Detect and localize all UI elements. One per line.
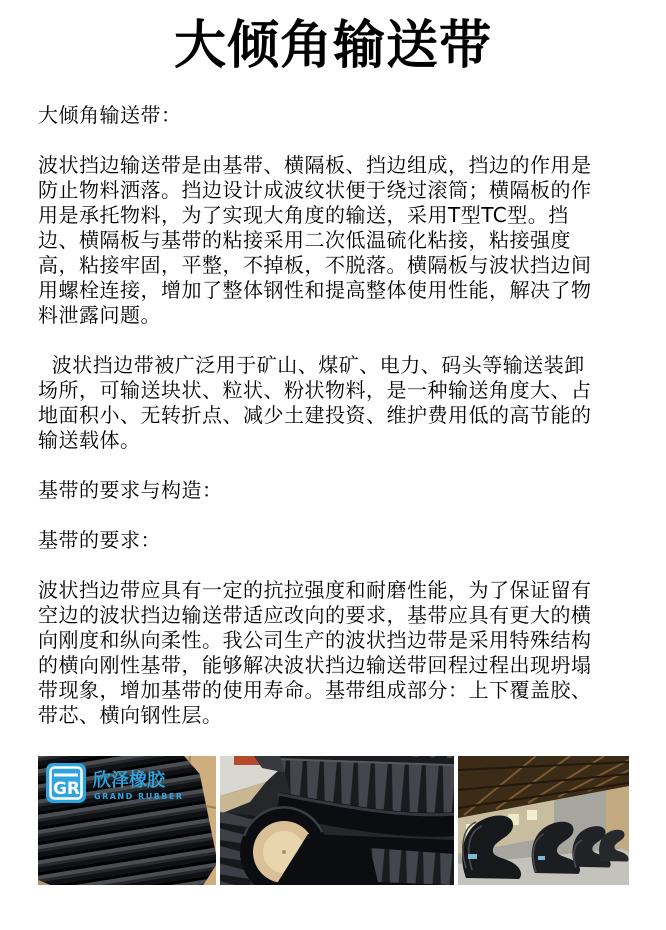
product-photo-row — [38, 756, 666, 885]
paragraph-base-band: 波状挡边带应具有一定的抗拉强度和耐磨性能，为了保证留有空边的波状挡边输送带适应改向的要求，基带应具有更大的横向刚度和纵向柔性。我公司生产的波状挡边带是采用特殊结构的横向刚性基带，能够解决波状挡边输送带回程过程出现坍塌带现象，增加基带的使用寿命。基带组成部分：上下覆盖胶、带芯、横向钢性层。 — [38, 578, 592, 727]
brand-monogram: GR — [52, 779, 81, 799]
article-body — [38, 103, 598, 728]
product-photo-warehouse — [458, 756, 629, 885]
brand-name-cn: 欣泽橡胶 — [93, 770, 165, 791]
paragraph-application: 波状挡边带被广泛用于矿山、煤矿、电力、码头等输送装卸场所，可输送块状、粒状、粉状物料，是一种输送角度大、占地面积小、无转折点、减少土建投资、维护费用低的高节能的输送载体。 — [38, 353, 592, 452]
paragraph-composition: 波状挡边输送带是由基带、横隔板、挡边组成，挡边的作用是防止物料洒落。挡边设计成波纹状便于绕过滚筒；横隔板的作用是承托物料，为了实现大角度的输送，采用T型TC型。挡边、横隔板与基带的粘接采用二次低温硫化粘接，粘接强度高，粘接牢固，平整，不掉板，不脱落。横隔板与波状挡边间用螺栓连接，增加了整体钢性和提高整体使用性能，解决了物料泄露问题。 — [38, 153, 592, 327]
product-photo-belt-ribs — [38, 756, 216, 885]
heading-base-requirement: 基带的要求： — [38, 528, 161, 552]
belt-fins-bottom — [370, 848, 454, 885]
belt-label-tag — [468, 854, 477, 859]
brand-name-en: GRAND RUBBER — [94, 792, 184, 801]
page-title: 大倾角输送带 — [173, 16, 492, 76]
intro-label: 大倾角输送带： — [38, 103, 182, 127]
heading-base-structure: 基带的要求与构造： — [38, 478, 223, 502]
product-photo-belt-roll — [220, 756, 454, 885]
